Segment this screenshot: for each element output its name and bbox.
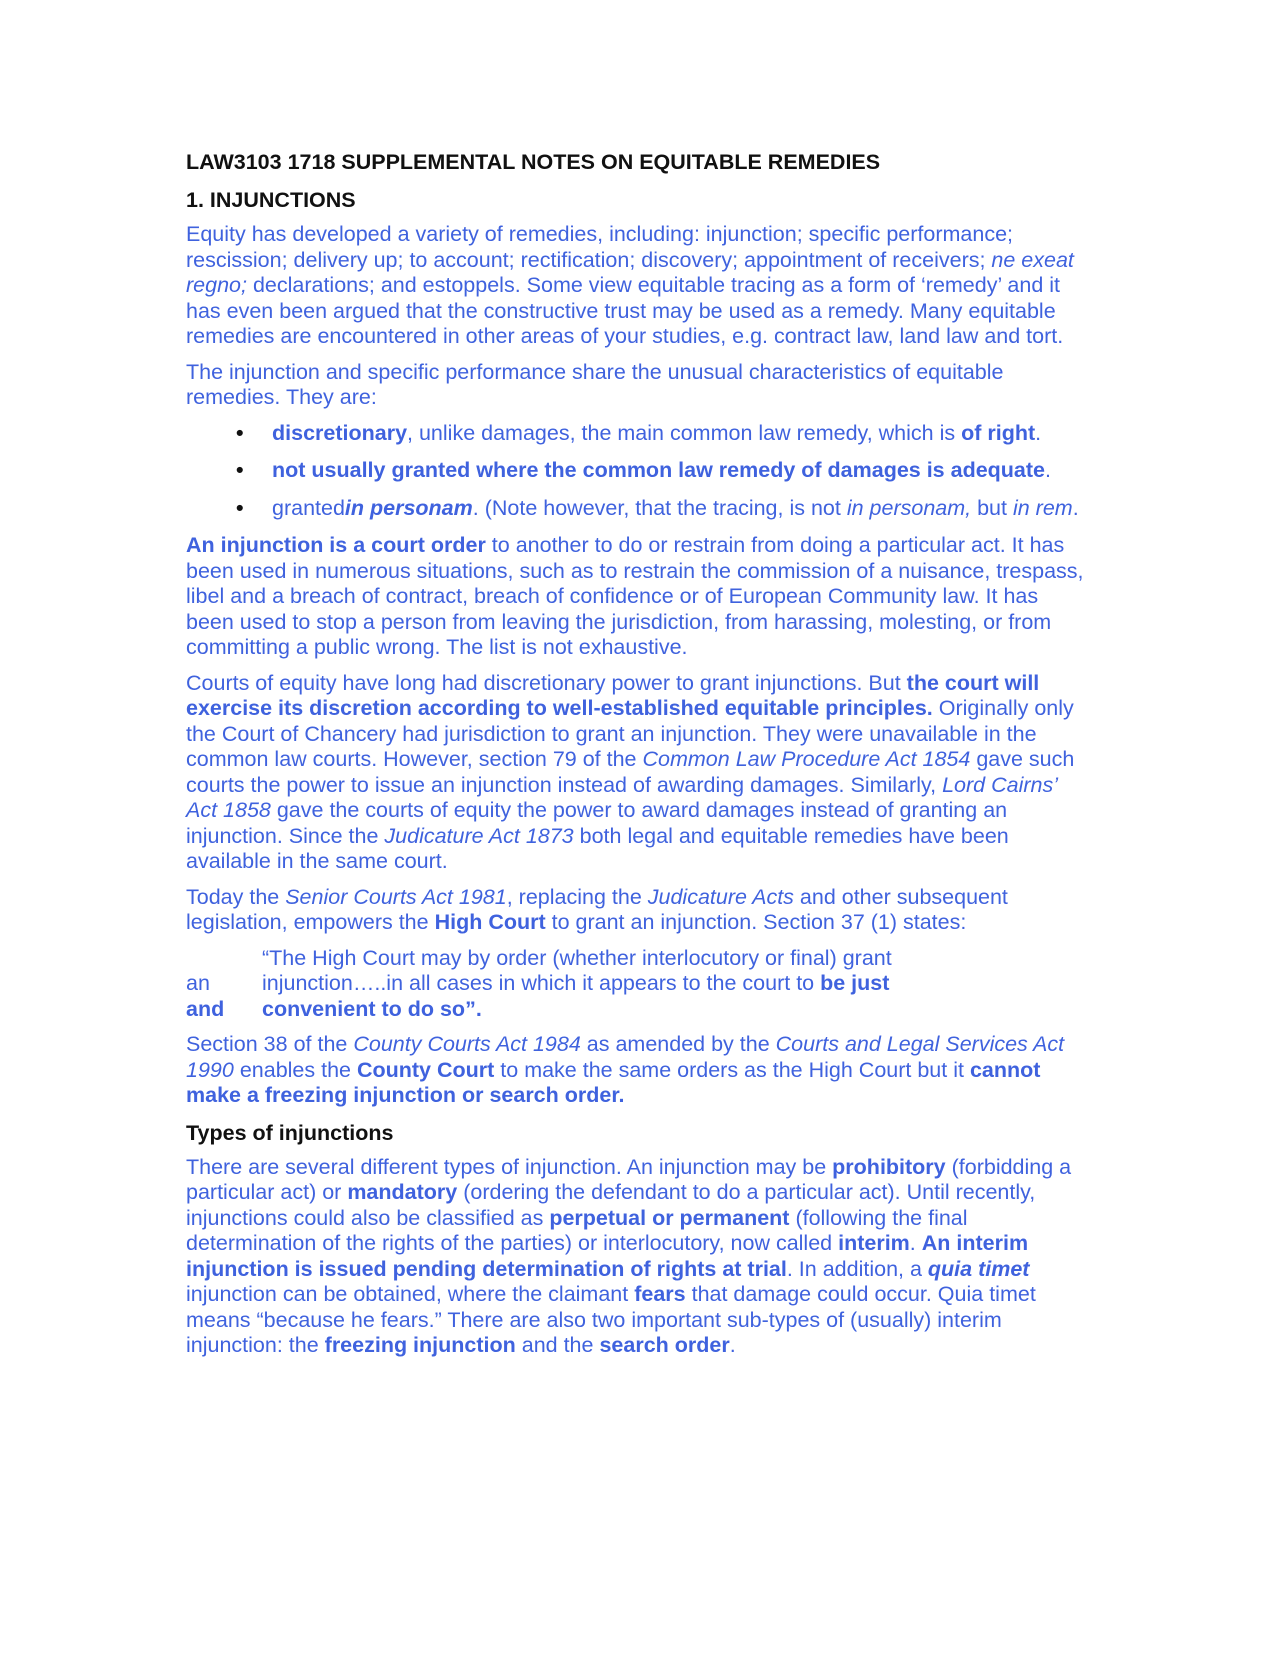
text-run: but <box>971 495 1013 520</box>
text-run-bold: freezing injunction <box>324 1333 516 1357</box>
text-run: Equity has developed a variety of remedies, including: injunction; specific performance; rescission; delivery up; to account; rectification; discovery; appointment of receivers; <box>186 222 1014 272</box>
text-run-italic: Common Law Procedure Act 1854 <box>642 747 971 771</box>
paragraph-remedies-overview <box>186 222 1086 350</box>
text-run: as amended by the <box>580 1032 776 1056</box>
text-run: and the <box>515 1333 600 1357</box>
text-run: (ordering the defendant to do a particular act). Until recently, injunctions could also be classified as <box>186 1180 1036 1230</box>
section-heading-injunctions: 1. INJUNCTIONS <box>186 188 356 212</box>
text-run-italic: Judicature Acts <box>647 884 794 909</box>
section-37-quote <box>186 946 962 1023</box>
paragraph-injunction-definition <box>186 533 1086 661</box>
bullet-icon: • <box>236 420 244 445</box>
text-run-bold: mandatory <box>347 1180 458 1204</box>
text-run-bold-italic: quia timet <box>927 1256 1030 1281</box>
text-run-bold: interim <box>838 1231 910 1255</box>
text-run: to grant an injunction. Section 37 (1) states: <box>545 910 967 934</box>
text-run-italic: in personam, <box>846 495 972 520</box>
list-item-in-personam <box>186 496 1086 522</box>
text-run-italic: County Courts Act 1984 <box>353 1032 581 1056</box>
text-run: . <box>909 1231 922 1255</box>
text-run: gave such courts the power to issue an injunction instead of awarding damages. Similarly, <box>186 747 1075 797</box>
quote-line-1: “The High Court may by order (whether interlocutory or final) grant <box>262 945 892 970</box>
quote-line-2 <box>186 971 962 997</box>
paragraph-history <box>186 671 1086 875</box>
text-run: . <box>1035 420 1042 445</box>
text-run: (forbidding a particular act) or <box>186 1154 1072 1204</box>
text-run: . <box>1072 495 1079 520</box>
list-item-not-usually-granted <box>186 458 1086 484</box>
text-run: declarations; and estoppels. Some view equitable tracing as a form of ‘remedy’ and it has even been argued that the constructive trust may be used as a remedy. Many equitable remedies are encountered in other areas of your studies, e.g. contract law, land law and tort. <box>186 273 1064 348</box>
text-run-bold: the court will exercise its discretion according to well-established equitable principles. <box>186 670 1040 720</box>
text-run-italic: Judicature Act 1873 <box>384 823 574 848</box>
text-run-bold: search order <box>599 1333 730 1357</box>
paragraph-county-courts-act <box>186 1032 1086 1109</box>
paragraph-characteristics-intro: The injunction and specific performance share the unusual characteristics of equitable remedies. They are: <box>186 359 1004 409</box>
document-title: LAW3103 1718 SUPPLEMENTAL NOTES ON EQUITABLE REMEDIES <box>186 150 881 174</box>
bullet-icon: • <box>236 495 244 520</box>
text-run: Originally only the Court of Chancery had jurisdiction to grant an injunction. They were unavailable in the common law courts. However, section 79 of the <box>186 696 1074 771</box>
paragraph-types-of-injunctions <box>186 1155 1086 1359</box>
text-run-bold: discretionary <box>272 420 408 445</box>
text-run-bold: be just <box>820 971 890 995</box>
text-run-bold: not usually granted where the common law remedy of damages is adequate <box>272 458 1046 482</box>
text-run: Today the <box>186 884 286 909</box>
paragraph-senior-courts-act <box>186 885 1086 936</box>
text-run: . (Note however, that the tracing, is not <box>472 495 847 520</box>
text-run-italic: Senior Courts Act 1981 <box>285 884 507 909</box>
text-run-bold: fears <box>634 1282 686 1306</box>
text-run-italic: Lord Cairns’ Act 1858 <box>186 772 1057 822</box>
text-run: Section 38 of the <box>186 1032 354 1056</box>
text-run: , replacing the <box>506 884 648 909</box>
text-run-bold: County Court <box>356 1057 495 1082</box>
text-run: . <box>1045 458 1051 482</box>
text-run: . In addition, a <box>786 1256 928 1281</box>
text-run: and other subsequent legislation, empowers the <box>186 884 1008 934</box>
list-item-discretionary <box>186 421 1086 447</box>
bullet-icon: • <box>236 458 244 482</box>
text-run: , unlike damages, the main common law remedy, which is <box>407 420 962 445</box>
quote-label-an: an <box>186 971 210 995</box>
section-heading-types: Types of injunctions <box>186 1120 394 1145</box>
text-run: that damage could occur. Quia timet means “because he fears.” There are also two important sub-types of (usually) interim injunction: the <box>186 1282 1036 1357</box>
quote-line-3 <box>186 996 962 1023</box>
text-run-bold-italic: in personam <box>344 495 473 520</box>
text-run-italic: ne exeat regno; <box>186 247 1074 297</box>
text-run: injunction can be obtained, where the claimant <box>186 1282 635 1306</box>
text-run: gave the courts of equity the power to award damages instead of granting an injunction. Since the <box>186 798 1008 848</box>
text-run-bold: convenient to do so”. <box>262 996 482 1021</box>
text-run: to another to do or restrain from doing a particular act. It has been used in numerous situations, such as to restrain the commission of a nuisance, trespass, libel and a breach of contract, breach of confidence or of European Community law. It has been used to stop a person from leaving the jurisdiction, from harassing, molesting, or from committing a public wrong. The list is not exhaustive. <box>186 533 1084 659</box>
text-run-bold: cannot make a freezing injunction or search order. <box>186 1057 1041 1107</box>
text-run: . <box>729 1333 736 1357</box>
quote-label-and: and <box>186 996 225 1021</box>
text-run-italic: Courts and Legal Services Act 1990 <box>186 1032 1065 1082</box>
text-run: (following the final determination of the rights of the parties) or interlocutory, now called <box>186 1205 968 1255</box>
text-run-bold: An injunction is a court order <box>186 533 486 557</box>
text-run-bold: perpetual or permanent <box>549 1205 790 1230</box>
text-run: granted <box>272 495 345 520</box>
text-run-italic: in rem <box>1012 495 1073 520</box>
text-run-bold: High Court <box>434 910 546 934</box>
text-run-bold: of right <box>961 420 1036 445</box>
text-run: both legal and equitable remedies have been available in the same court. <box>186 823 1009 873</box>
text-run: Courts of equity have long had discretionary power to grant injunctions. But <box>186 670 907 695</box>
text-run: injunction…..in all cases in which it appears to the court to <box>262 971 821 995</box>
text-run: There are several different types of injunction. An injunction may be <box>186 1154 833 1179</box>
text-run-bold: prohibitory <box>832 1154 946 1179</box>
document-page <box>186 148 1086 1369</box>
text-run-bold: An interim injunction is issued pending determination of rights at trial <box>186 1231 1029 1281</box>
text-run: enables the <box>233 1057 357 1082</box>
characteristics-list <box>186 421 1086 522</box>
text-run: to make the same orders as the High Court but it <box>494 1057 970 1082</box>
